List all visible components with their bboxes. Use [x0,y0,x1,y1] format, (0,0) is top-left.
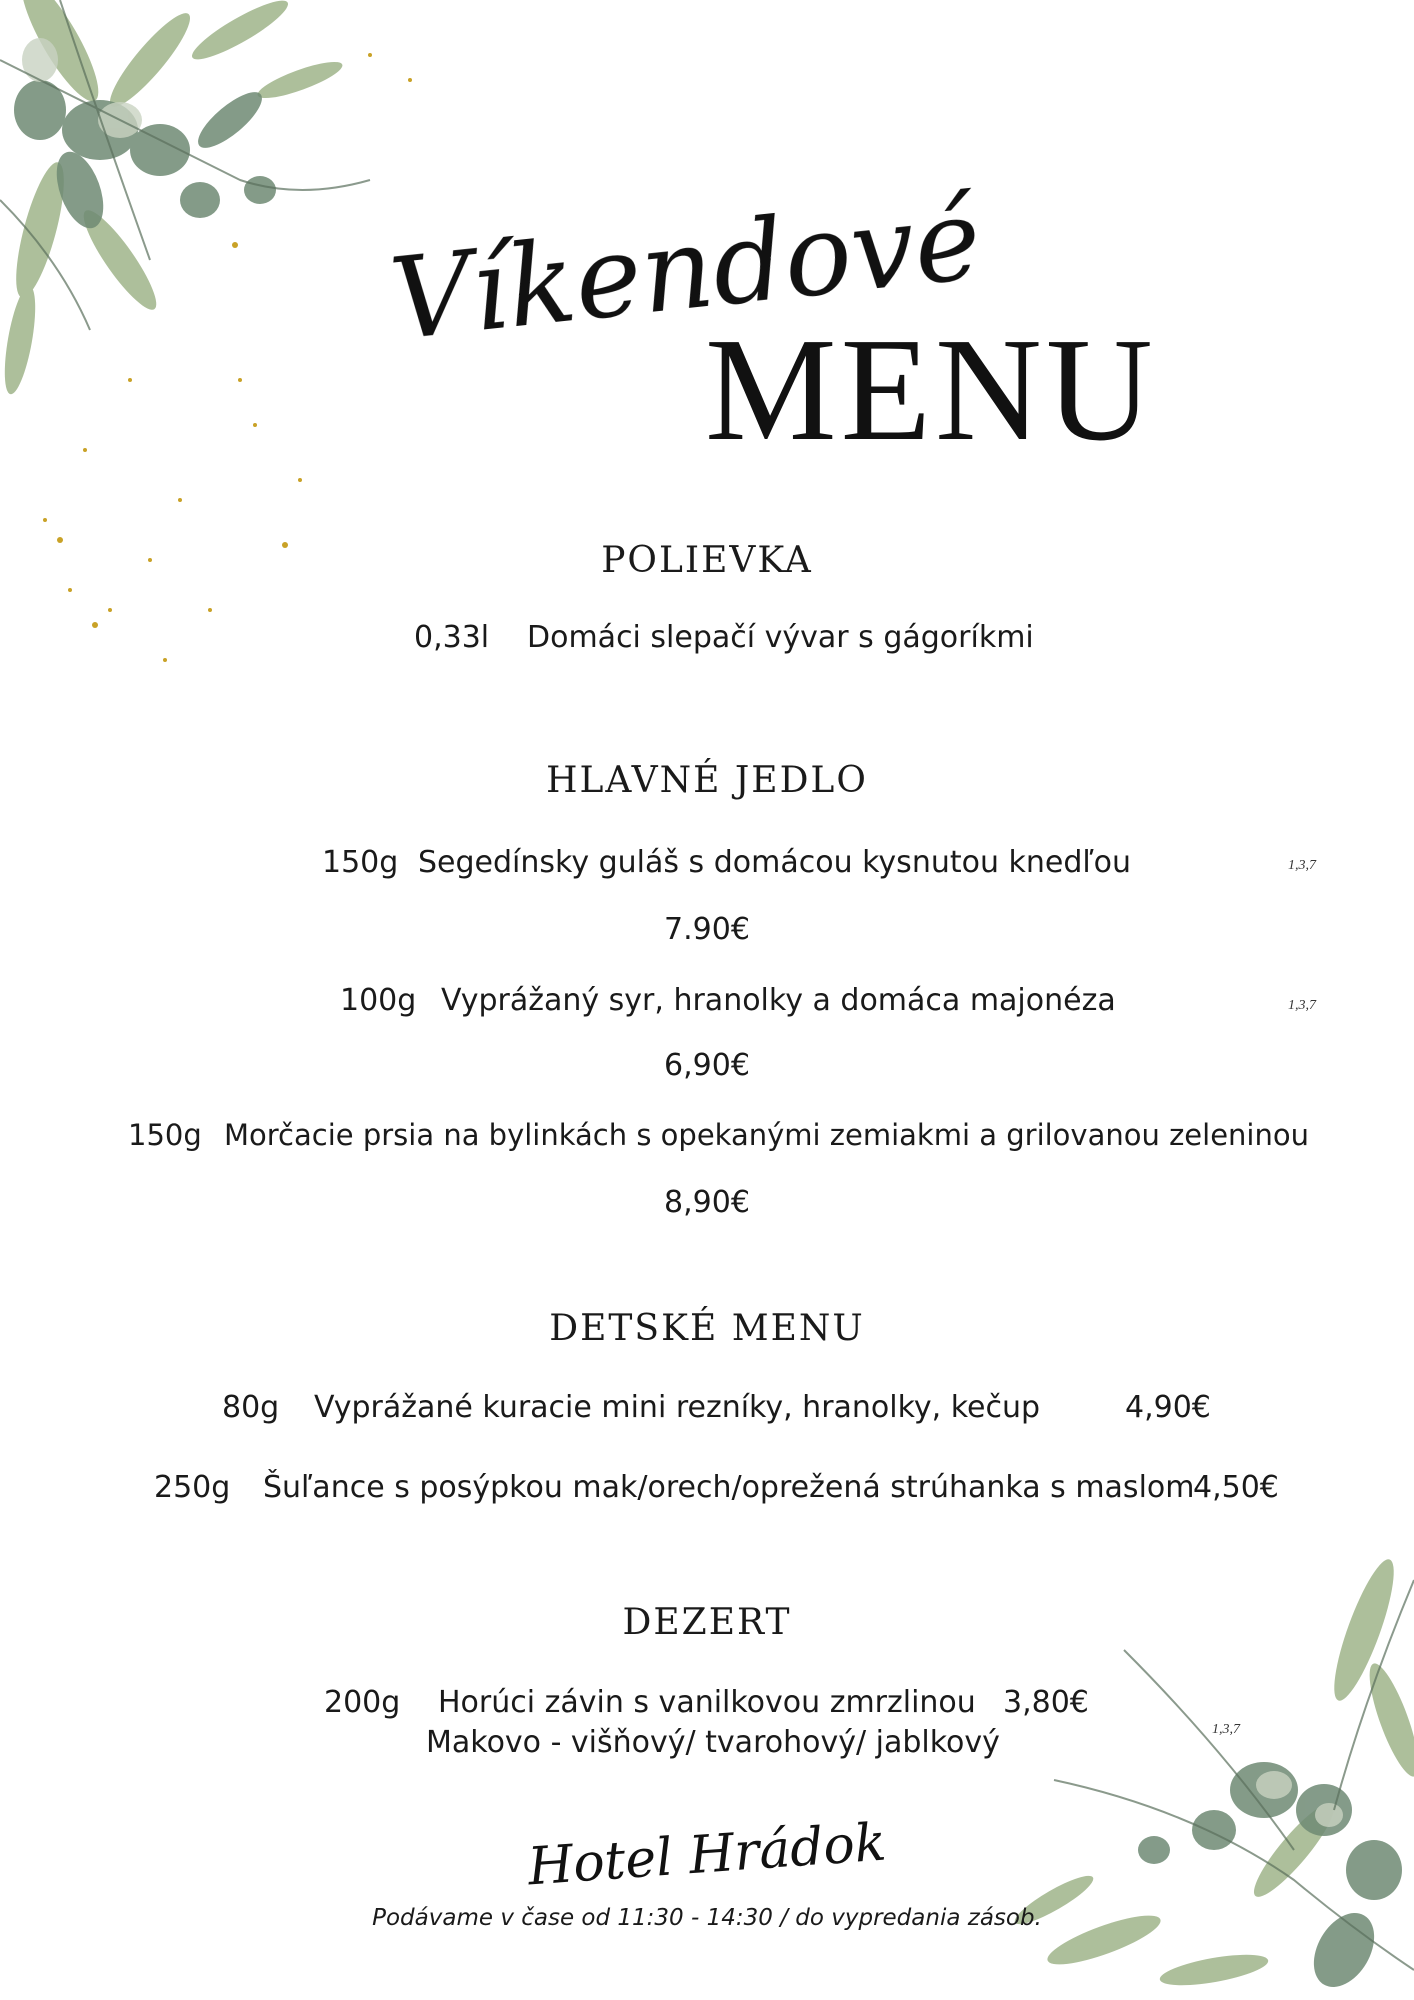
main-item-1-price: 7.90€ [664,912,750,947]
main-item-1-name: Segedínsky guláš s domácou kysnutou knedľou [418,845,1132,880]
foliage-top-left-decoration [0,0,440,700]
main-item-3-qty: 150g [128,1118,202,1152]
main-item-2-qty: 100g [340,983,417,1018]
kids-item-1-name: Vyprážané kuracie mini rezníky, hranolky, kečup [314,1390,1041,1425]
kids-item-2-qty: 250g [154,1470,231,1505]
hotel-signature: Hotel Hrádok [525,1812,889,1898]
section-heading-soup: POLIEVKA [601,540,813,581]
kids-item-1-price: 4,90€ [1125,1390,1211,1425]
dessert-qty: 200g [324,1685,401,1720]
title-script: Víkendové [384,174,987,366]
main-item-1-allergens: 1,3,7 [1288,858,1316,873]
serving-hours-note: Podávame v čase od 11:30 - 14:30 / do vypredania zásob. [372,1905,1042,1931]
main-item-2-allergens: 1,3,7 [1288,998,1316,1013]
kids-item-2-name: Šuľance s posýpkou mak/orech/oprežená strúhanka s maslom [263,1470,1195,1505]
kids-item-1-qty: 80g [222,1390,280,1425]
dessert-name: Horúci závin s vanilkovou zmrzlinou [438,1685,976,1720]
main-item-3-price: 8,90€ [664,1185,750,1220]
main-item-1-qty: 150g [322,845,399,880]
title-menu: MENU [705,308,1157,472]
section-heading-dessert: DEZERT [622,1602,792,1643]
soup-name: Domáci slepačí vývar s gágoríkmi [527,620,1034,655]
section-heading-main: HLAVNÉ JEDLO [546,760,868,801]
dessert-variants: Makovo - višňový/ tvarohový/ jablkový [426,1725,1000,1760]
dessert-price: 3,80€ [1003,1685,1089,1720]
main-item-2-name: Vyprážaný syr, hranolky a domáca majonéza [441,983,1116,1018]
main-item-3-name: Morčacie prsia na bylinkách s opekanými zemiakmi a grilovanou zeleninou [224,1118,1309,1152]
kids-item-2-price: 4,50€ [1193,1470,1279,1505]
section-heading-kids: DETSKÉ MENU [549,1308,865,1349]
dessert-allergens: 1,3,7 [1212,1722,1240,1737]
soup-qty: 0,33l [414,620,490,655]
main-item-2-price: 6,90€ [664,1048,750,1083]
